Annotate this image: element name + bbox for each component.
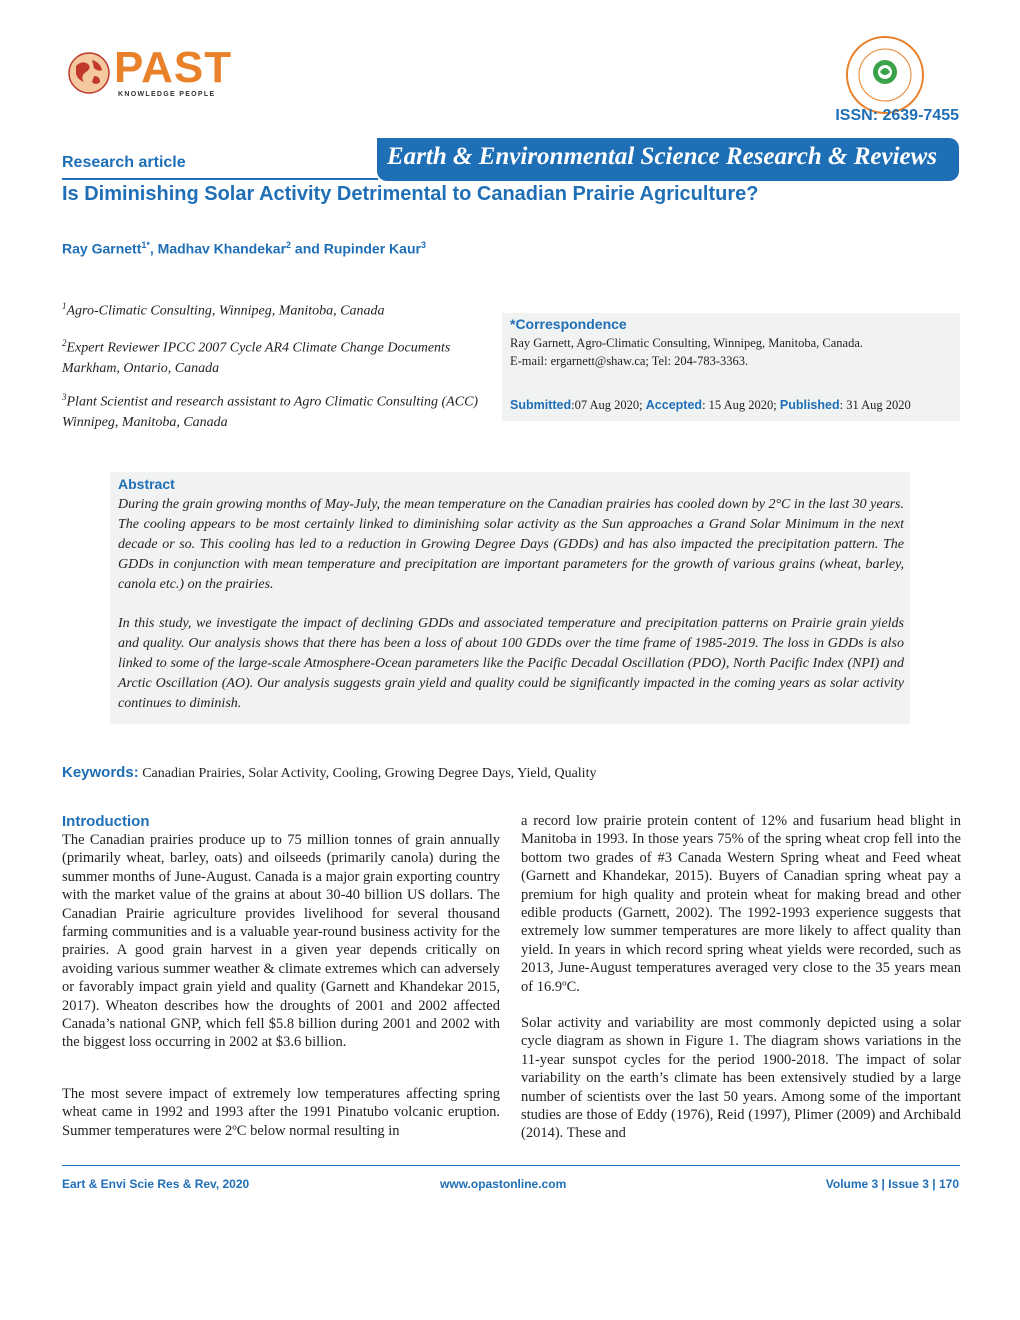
issn-label: ISSN: 2639-7455 bbox=[835, 107, 959, 124]
correspondence-heading: *Correspondence bbox=[510, 316, 627, 332]
affiliation-sup: 1 bbox=[62, 301, 67, 311]
published-date: : 31 Aug 2020 bbox=[839, 398, 911, 412]
footer-divider bbox=[62, 1165, 960, 1166]
journal-title: Earth & Environmental Science Research & Reviews bbox=[387, 143, 938, 170]
article-type: Research article bbox=[62, 154, 186, 171]
body-paragraph: The most severe impact of extremely low temperatures affecting spring wheat came in 1992 and 1993 after the 1991 Pinatubo volcanic eruption. Summer temperatures were 2ºC below normal resulting in bbox=[62, 1086, 500, 1139]
author-name: , Madhav Khandekar bbox=[149, 240, 287, 257]
author-name: Ray Garnett bbox=[62, 240, 142, 257]
footer-volume: Volume 3 | Issue 3 | 170 bbox=[825, 1177, 959, 1191]
publisher-tagline: KNOWLEDGE PEOPLE bbox=[118, 91, 216, 98]
accepted-date: : 15 Aug 2020; bbox=[702, 398, 780, 412]
section-heading: Introduction bbox=[62, 813, 150, 830]
body-paragraph: The Canadian prairies produce up to 75 million tonnes of grain annually (primarily wheat, barley, oats) and oilseeds (primarily canola) during the summer months of June-August. Canada is a major grain exporting country with the market value of the grains at about 30-40 billion US dollars. The Canadian Prairie agriculture provides livelihood for several thousand farming communities and is a valuable year-round business activity for the prairies. A good grain harvest in a given year depends critically on avoiding various summer weather & climate extremes which can adversely or favorably impact grain yield and quality (Garnett and Khandekar 2015, 2017). Wheaton describes how the droughts of 2001 and 2002 affected Canada’s national GNP, which fell $5.8 billion during 2001 and 2002 with the biggest loss occurring in 2002 at $3.6 billion. bbox=[62, 832, 500, 1051]
affiliation bbox=[62, 296, 482, 322]
affiliation-sup: 2 bbox=[62, 338, 67, 348]
affiliation-text: Expert Reviewer IPCC 2007 Cycle AR4 Climate Change Documents Markham, Ontario, Canada bbox=[62, 340, 451, 376]
body-paragraph: a record low prairie protein content of 12% and fusarium head blight in Manitoba in 1993. In those years 75% of the spring wheat crop fell into the bottom two grades of #3 Canada Western Spring wheat and Feed wheat (Garnett and Khandekar, 2015). Buyers of Canadian spring wheat pay a premium for high quality and protein wheat for making bread and other edible products (Garnett, 2002). The 1992-1993 experience suggests that extremely low summer temperatures are more likely to affect quality than yield. In years in which record spring wheat yields were recorded, such as 2013, June-August temperatures averaged very close to the 35 years mean of 16.9ºC. bbox=[521, 813, 961, 995]
correspondence-address: Ray Garnett, Agro-Climatic Consulting, Winnipeg, Manitoba, Canada. bbox=[510, 336, 864, 350]
author-name: and Rupinder Kaur bbox=[291, 240, 421, 257]
keywords bbox=[62, 764, 596, 782]
abstract-heading: Abstract bbox=[118, 476, 175, 492]
affiliation-text: Agro-Climatic Consulting, Winnipeg, Manitoba, Canada bbox=[66, 303, 385, 319]
body-paragraph: Solar activity and variability are most commonly depicted using a solar cycle diagram as shown in Figure 1. The diagram shows variations in the 11-year sunspot cycles for the period 1900-2018. The impact of solar variability on the earth’s climate has been extensively studied by a large number of scientists over the last 50 years. Among some of the important studies are those of Eddy (1976), Reid (1997), Plimer (2009) and Archibald (2014). These and bbox=[521, 1015, 961, 1142]
author-list bbox=[62, 240, 426, 257]
affiliation bbox=[62, 387, 482, 433]
divider bbox=[62, 178, 378, 180]
paper-title: Is Diminishing Solar Activity Detrimental to Canadian Prairie Agriculture? bbox=[62, 183, 759, 205]
keywords-text: Canadian Prairies, Solar Activity, Cooling, Growing Degree Days, Yield, Quality bbox=[138, 766, 597, 781]
affiliation bbox=[62, 333, 482, 379]
published-label: Published bbox=[779, 398, 840, 412]
author-sup: 2 bbox=[286, 240, 292, 250]
submitted-label: Submitted bbox=[510, 398, 572, 412]
affiliation-sup: 3 bbox=[62, 392, 67, 402]
accepted-label: Accepted bbox=[645, 398, 703, 412]
affiliation-text: Plant Scientist and research assistant to Agro Climatic Consulting (ACC) Winnipeg, Manitoba, Canada bbox=[62, 394, 479, 430]
footer-citation: Eart & Envi Scie Res & Rev, 2020 bbox=[62, 1177, 250, 1191]
submitted-date: :07 Aug 2020; bbox=[571, 398, 646, 412]
footer-website-link[interactable]: www.opastonline.com bbox=[440, 1177, 567, 1191]
correspondence-contact[interactable]: E-mail: ergarnett@shaw.ca; Tel: 204-783-3363. bbox=[510, 354, 749, 368]
author-sup: 1* bbox=[141, 240, 150, 250]
article-dates bbox=[510, 398, 911, 413]
keywords-label: Keywords: bbox=[62, 764, 139, 781]
journal-seal-icon bbox=[842, 32, 928, 118]
author-sup: 3 bbox=[420, 240, 426, 250]
abstract-paragraph: During the grain growing months of May-July, the mean temperature on the Canadian prairies has cooled down by 2°C in the last 30 years. The cooling appears to be most certainly linked to diminishing solar activity as the Sun approaches a Grand Solar Minimum in the next decade or so. This cooling has led to a reduction in Growing Degree Days (GDDs) and has also impacted the precipitation pattern. The GDDs in conjunction with mean temperature and precipitation are important parameters for the growth of various grains (wheat, barley, canola etc.) on the prairies. bbox=[118, 497, 904, 592]
globe-icon bbox=[66, 50, 112, 96]
abstract-paragraph: In this study, we investigate the impact of declining GDDs and associated temperature and precipitation patterns on Prairie grain yields and quality. Our analysis shows that there has been a loss of about 100 GDDs over the time frame of 1985-2019. The loss in GDDs is also linked to some of the large-scale Atmosphere-Ocean parameters like the Pacific Decadal Oscillation (PDO), North Pacific Index (NPI) and Arctic Oscillation (AO). Our analysis suggests grain yield and quality could be significantly impacted in the coming years as solar activity continues to diminish. bbox=[118, 616, 904, 711]
publisher-logo: PAST bbox=[114, 43, 233, 92]
